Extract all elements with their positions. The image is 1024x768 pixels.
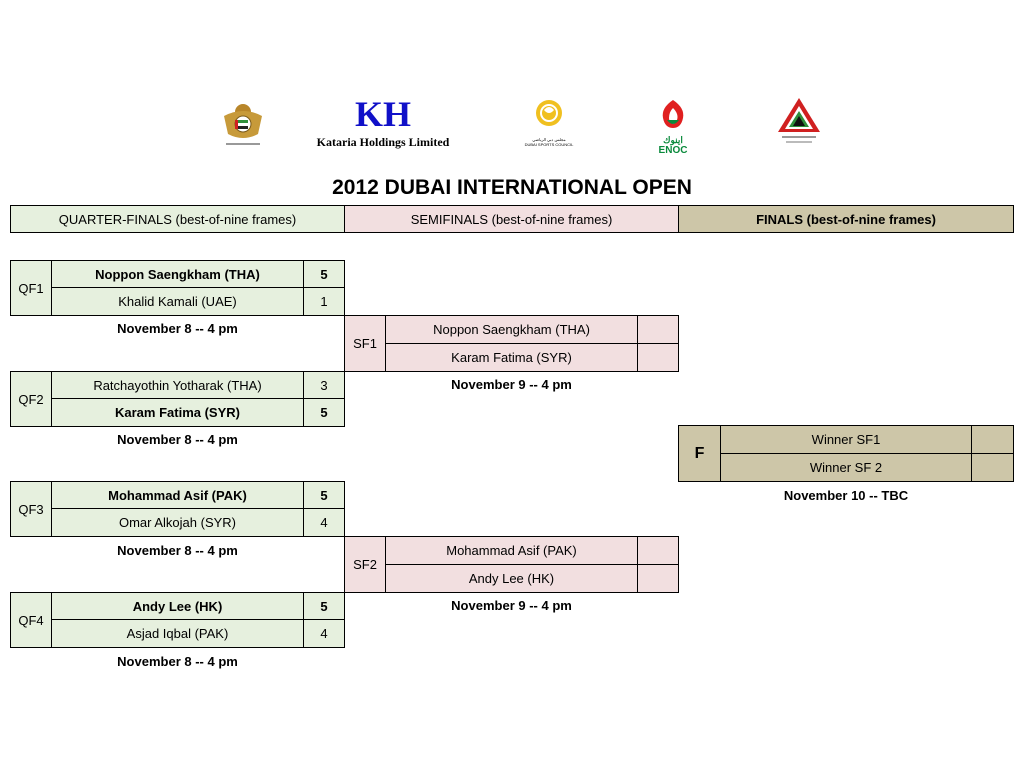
dsc-english-name: DUBAI SPORTS COUNCIL bbox=[524, 142, 574, 147]
dubai-sports-council-logo bbox=[514, 98, 584, 152]
score-top: 5 bbox=[303, 481, 345, 509]
player-top: Mohammad Asif (PAK) bbox=[51, 481, 304, 509]
match-label: SF1 bbox=[344, 315, 386, 372]
score-top bbox=[637, 315, 679, 344]
score-top: 3 bbox=[303, 371, 345, 399]
score-bottom: 4 bbox=[303, 508, 345, 537]
match-label: SF2 bbox=[344, 536, 386, 593]
player-top: Mohammad Asif (PAK) bbox=[385, 536, 638, 565]
player-top: Andy Lee (HK) bbox=[51, 592, 304, 620]
match-label: QF3 bbox=[10, 481, 52, 537]
enoc-logo bbox=[653, 98, 693, 154]
enoc-arabic-name: اينوك bbox=[663, 135, 683, 145]
score-top: 5 bbox=[303, 260, 345, 288]
match-label: QF1 bbox=[10, 260, 52, 316]
kh-company-name: Kataria Holdings Limited bbox=[316, 135, 450, 149]
header-semifinals: SEMIFINALS (best-of-nine frames) bbox=[344, 205, 679, 233]
match-date: November 9 -- 4 pm bbox=[451, 598, 572, 613]
match-label: QF4 bbox=[10, 592, 52, 648]
match-label: F bbox=[678, 425, 721, 482]
player-bottom: Omar Alkojah (SYR) bbox=[51, 508, 304, 537]
match-date: November 8 -- 4 pm bbox=[117, 321, 238, 336]
match-date: November 8 -- 4 pm bbox=[117, 654, 238, 669]
match-date: November 8 -- 4 pm bbox=[117, 432, 238, 447]
player-bottom: Khalid Kamali (UAE) bbox=[51, 287, 304, 316]
enoc-english-name: ENOC bbox=[658, 145, 688, 156]
score-bottom bbox=[971, 453, 1014, 482]
header-quarterfinals: QUARTER-FINALS (best-of-nine frames) bbox=[10, 205, 345, 233]
player-top: Noppon Saengkham (THA) bbox=[385, 315, 638, 344]
player-bottom: Karam Fatima (SYR) bbox=[385, 343, 638, 372]
dsc-arabic-name: مجلس دبي الرياضي bbox=[532, 137, 566, 142]
kataria-holdings-logo bbox=[312, 95, 454, 150]
player-top: Winner SF1 bbox=[720, 425, 972, 454]
score-bottom: 5 bbox=[303, 398, 345, 427]
kh-mark: KH bbox=[354, 94, 411, 134]
score-bottom bbox=[637, 343, 679, 372]
player-bottom: Winner SF 2 bbox=[720, 453, 972, 482]
match-date: November 8 -- 4 pm bbox=[117, 543, 238, 558]
score-top bbox=[971, 425, 1014, 454]
match-date: November 10 -- TBC bbox=[783, 488, 909, 503]
billiards-federation-logo bbox=[776, 96, 822, 150]
match-date: November 9 -- 4 pm bbox=[451, 377, 572, 392]
player-bottom: Andy Lee (HK) bbox=[385, 564, 638, 593]
header-finals: FINALS (best-of-nine frames) bbox=[678, 205, 1014, 233]
player-bottom: Karam Fatima (SYR) bbox=[51, 398, 304, 427]
score-bottom bbox=[637, 564, 679, 593]
score-top: 5 bbox=[303, 592, 345, 620]
match-label: QF2 bbox=[10, 371, 52, 427]
score-bottom: 1 bbox=[303, 287, 345, 316]
tournament-title: 2012 DUBAI INTERNATIONAL OPEN bbox=[332, 176, 692, 199]
player-top: Ratchayothin Yotharak (THA) bbox=[51, 371, 304, 399]
player-bottom: Asjad Iqbal (PAK) bbox=[51, 619, 304, 648]
score-bottom: 4 bbox=[303, 619, 345, 648]
score-top bbox=[637, 536, 679, 565]
uae-emblem-logo bbox=[220, 98, 266, 150]
player-top: Noppon Saengkham (THA) bbox=[51, 260, 304, 288]
